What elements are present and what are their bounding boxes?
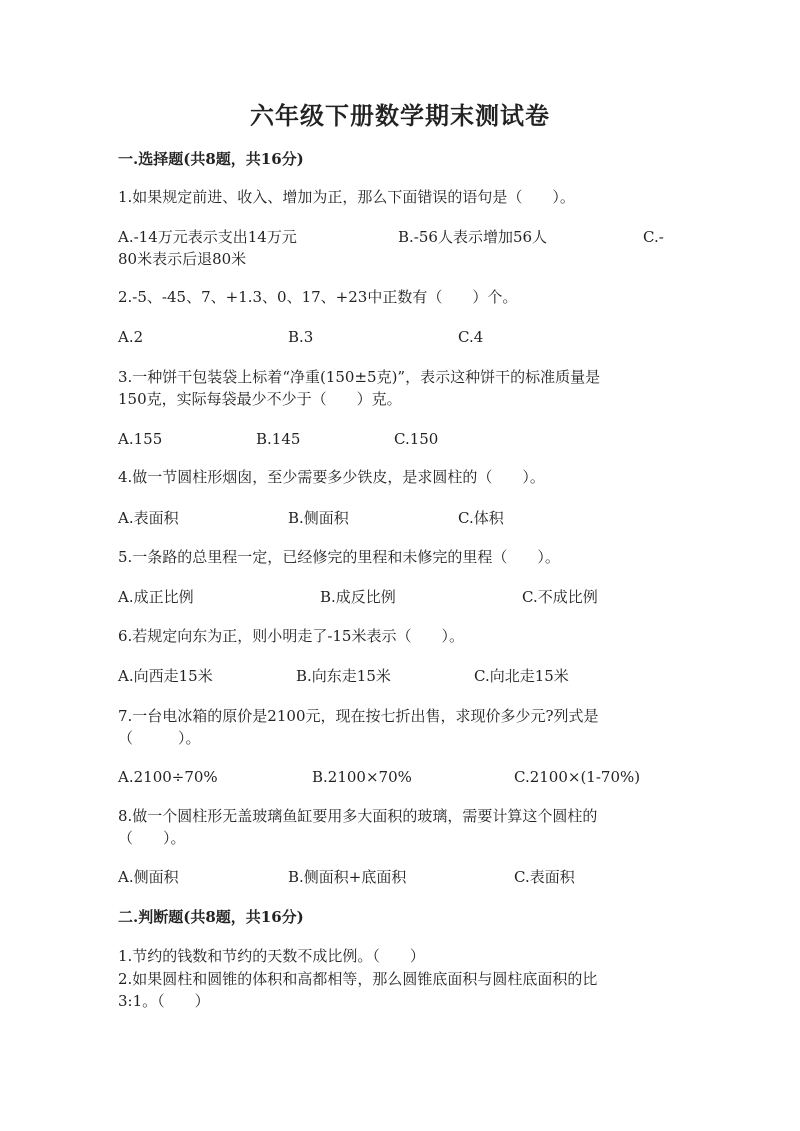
question-3-option-a: A.155 — [118, 430, 163, 448]
question-4-option-c: C.体积 — [458, 509, 504, 527]
page-title: 六年级下册数学期末测试卷 — [250, 101, 550, 130]
question-8-stem-line2: （ ）。 — [118, 829, 186, 847]
question-1-options — [118, 226, 688, 270]
question-6-stem: 6.若规定向东为正，则小明走了-15米表示（ ）。 — [118, 627, 464, 645]
question-1-option-c-part1: C.- — [643, 228, 664, 246]
judgement-2-line2: 3:1。（ ） — [118, 992, 210, 1010]
question-1-option-a: A.-14万元表示支出14万元 — [118, 228, 297, 246]
question-8-option-a: A.侧面积 — [118, 868, 179, 886]
question-7-option-b: B.2100×70% — [312, 768, 412, 786]
question-2-option-a: A.2 — [118, 328, 144, 346]
judgement-2-line1: 2.如果圆柱和圆锥的体积和高都相等，那么圆锥底面积与圆柱底面积的比 — [118, 970, 598, 988]
question-4-stem: 4.做一节圆柱形烟囱，至少需要多少铁皮，是求圆柱的（ ）。 — [118, 468, 545, 486]
question-8-option-b: B.侧面积+底面积 — [288, 868, 407, 886]
question-6-option-b: B.向东走15米 — [296, 667, 391, 685]
question-5-option-c: C.不成比例 — [522, 588, 598, 606]
question-7-stem-line2: （ ）。 — [118, 729, 201, 747]
question-1-option-b: B.-56人表示增加56人 — [398, 228, 548, 246]
question-3-stem-line1: 3.一种饼干包装袋上标着“净重(150±5克)”，表示这种饼干的标准质量是 — [118, 368, 601, 386]
question-7-stem-line1: 7.一台电冰箱的原价是2100元，现在按七折出售，求现价多少元?列式是 — [118, 707, 599, 725]
judgement-1: 1.节约的钱数和节约的天数不成比例。（ ） — [118, 947, 425, 965]
question-1-option-c-part2: 80米表示后退80米 — [118, 250, 247, 268]
question-7-option-c: C.2100×(1-70%) — [514, 768, 641, 786]
question-3-option-b: B.145 — [256, 430, 301, 448]
question-5-option-b: B.成反比例 — [320, 588, 396, 606]
question-5-stem: 5.一条路的总里程一定，已经修完的里程和未修完的里程（ ）。 — [118, 548, 560, 566]
question-2-stem: 2.-5、-45、7、+1.3、0、17、+23中正数有（ ）个。 — [118, 288, 518, 306]
question-4-option-b: B.侧面积 — [288, 509, 349, 527]
question-2-option-b: B.3 — [288, 328, 314, 346]
question-3-option-c: C.150 — [394, 430, 439, 448]
question-1-stem: 1.如果规定前进、收入、增加为正，那么下面错误的语句是（ ）。 — [118, 188, 575, 206]
question-6-option-a: A.向西走15米 — [118, 667, 213, 685]
section-heading-choice: 一.选择题(共8题，共16分) — [118, 150, 304, 168]
question-4-option-a: A.表面积 — [118, 509, 179, 527]
question-8-option-c: C.表面积 — [514, 868, 575, 886]
question-2-option-c: C.4 — [458, 328, 484, 346]
question-3-stem-line2: 150克，实际每袋最少不少于（ ）克。 — [118, 390, 402, 408]
question-6-option-c: C.向北走15米 — [474, 667, 569, 685]
question-8-stem — [118, 805, 688, 849]
question-5-option-a: A.成正比例 — [118, 588, 194, 606]
question-7-option-a: A.2100÷70% — [118, 768, 218, 786]
judgement-2 — [118, 968, 688, 1012]
question-8-stem-line1: 8.做一个圆柱形无盖玻璃鱼缸要用多大面积的玻璃，需要计算这个圆柱的 — [118, 807, 598, 825]
section-heading-judgement: 二.判断题(共8题，共16分) — [118, 908, 304, 926]
question-7-stem — [118, 705, 688, 749]
question-3-stem — [118, 366, 688, 410]
